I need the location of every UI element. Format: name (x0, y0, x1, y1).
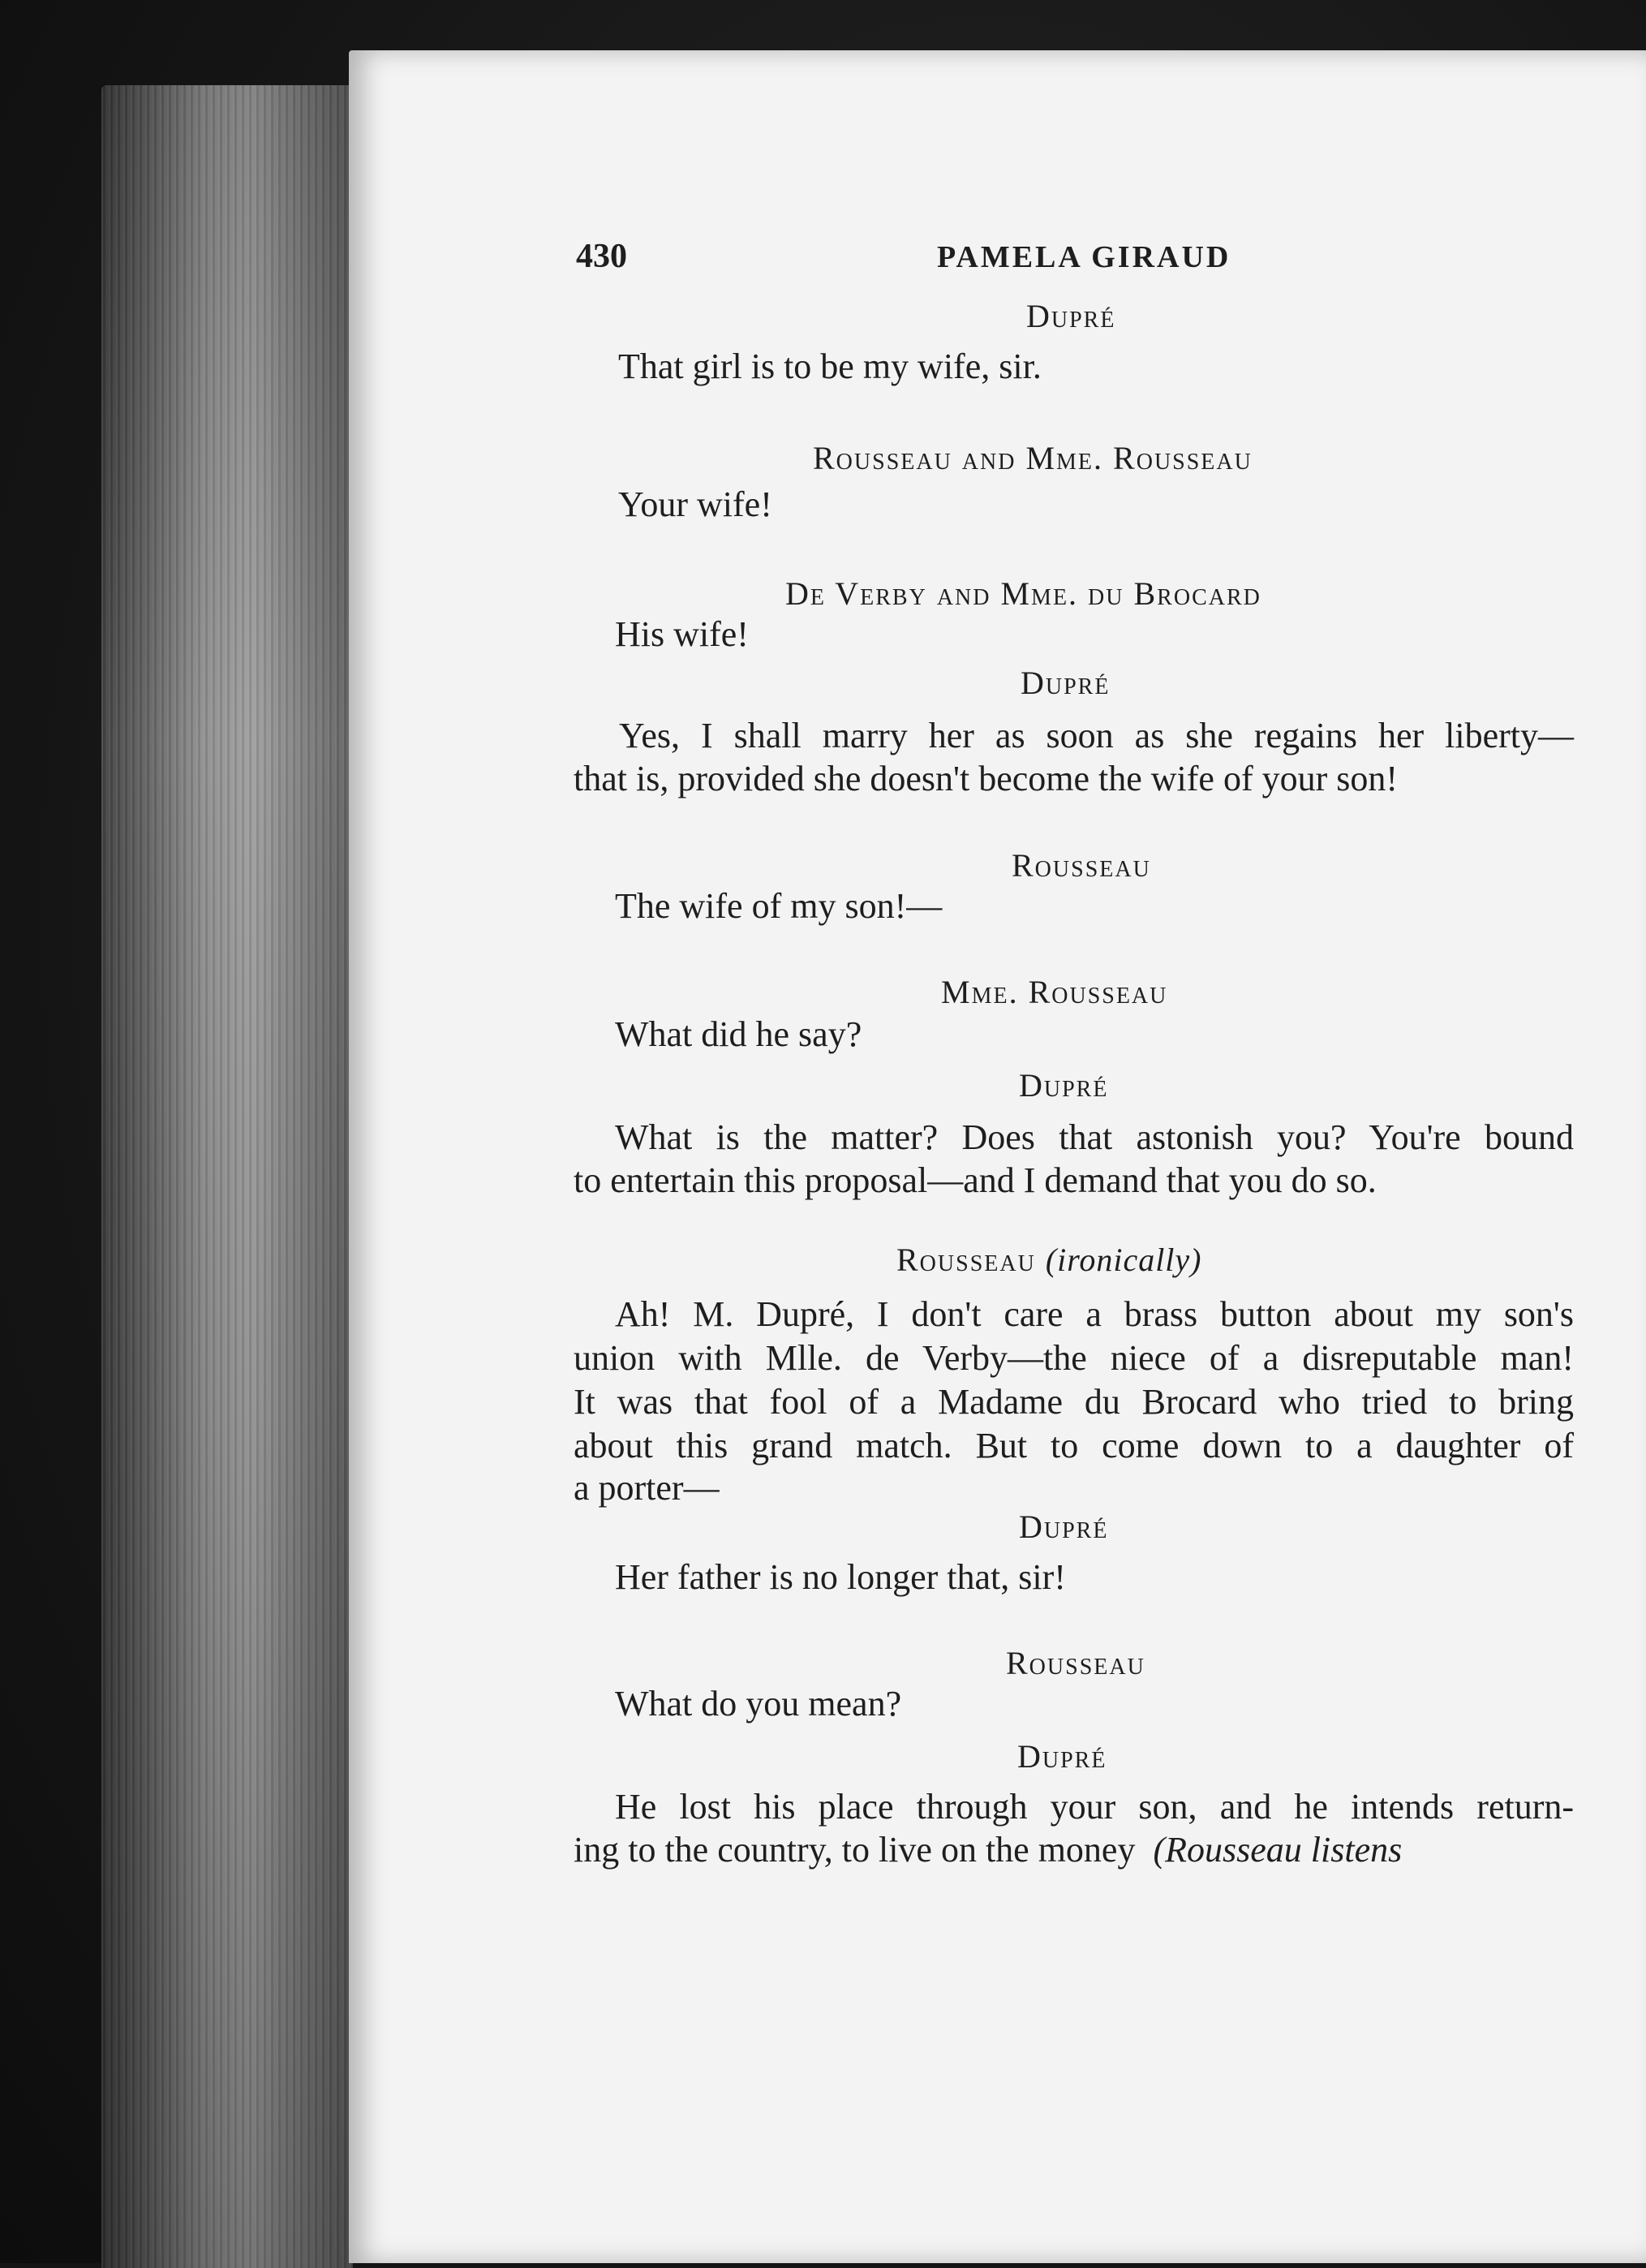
dialogue-line: that is, provided she doesn't become the wife of your son! (574, 759, 1399, 798)
speaker-name (896, 1244, 1202, 1276)
stage-direction: (ironically) (1045, 1242, 1202, 1278)
speaker-name: Dupré (1017, 1738, 1107, 1775)
stage-direction: (Rousseau listens (1153, 1830, 1403, 1870)
dialogue-line: He lost his place through your son, and he intends return- (615, 1787, 1574, 1827)
dialogue-line (574, 1832, 1402, 1868)
dialogue-line: union with Mlle. de Verby—the niece of a disreputable man! (574, 1338, 1574, 1378)
book-page-edges-shade (101, 85, 353, 2268)
speaker-name: Dupré (1019, 1067, 1109, 1104)
speaker-name: Dupré (1021, 665, 1111, 701)
dialogue-line: The wife of my son!— (615, 886, 943, 926)
running-title: PAMELA GIRAUD (937, 240, 1231, 274)
speaker-name: Mme. Rousseau (941, 974, 1168, 1010)
dialogue-line: That girl is to be my wife, sir. (618, 346, 1042, 386)
page-number: 430 (576, 238, 627, 275)
dialogue-line: a porter— (574, 1468, 720, 1508)
speaker-name: De Verby and Mme. du Brocard (785, 575, 1261, 612)
speaker-name: Rousseau (1012, 847, 1151, 884)
dialogue-line: to entertain this proposal—and I demand that you do so. (574, 1160, 1377, 1200)
speaker-name-text: Rousseau (896, 1242, 1036, 1278)
speaker-name: Dupré (1019, 1508, 1109, 1545)
dialogue-line: What is the matter? Does that astonish you? You're bound (615, 1117, 1574, 1157)
speaker-name: Rousseau and Mme. Rousseau (813, 440, 1253, 476)
dialogue-line: about this grand match. But to come down to a daughter of (574, 1426, 1574, 1465)
dialogue-line: What did he say? (615, 1014, 862, 1054)
dialogue-line: Your wife! (618, 484, 772, 524)
dialogue-line: It was that fool of a Madame du Brocard who tried to bring (574, 1382, 1574, 1422)
dialogue-line: Yes, I shall marry her as soon as she regains her liberty— (619, 716, 1574, 755)
speaker-name: Dupré (1026, 298, 1116, 334)
dialogue-text: ing to the country, to live on the money (574, 1830, 1136, 1870)
dialogue-line: Her father is no longer that, sir! (615, 1557, 1066, 1597)
speaker-name: Rousseau (1006, 1645, 1145, 1681)
dialogue-line: Ah! M. Dupré, I don't care a brass button about my son's (615, 1294, 1574, 1334)
dialogue-line: What do you mean? (615, 1684, 902, 1724)
dialogue-line: His wife! (615, 614, 749, 654)
